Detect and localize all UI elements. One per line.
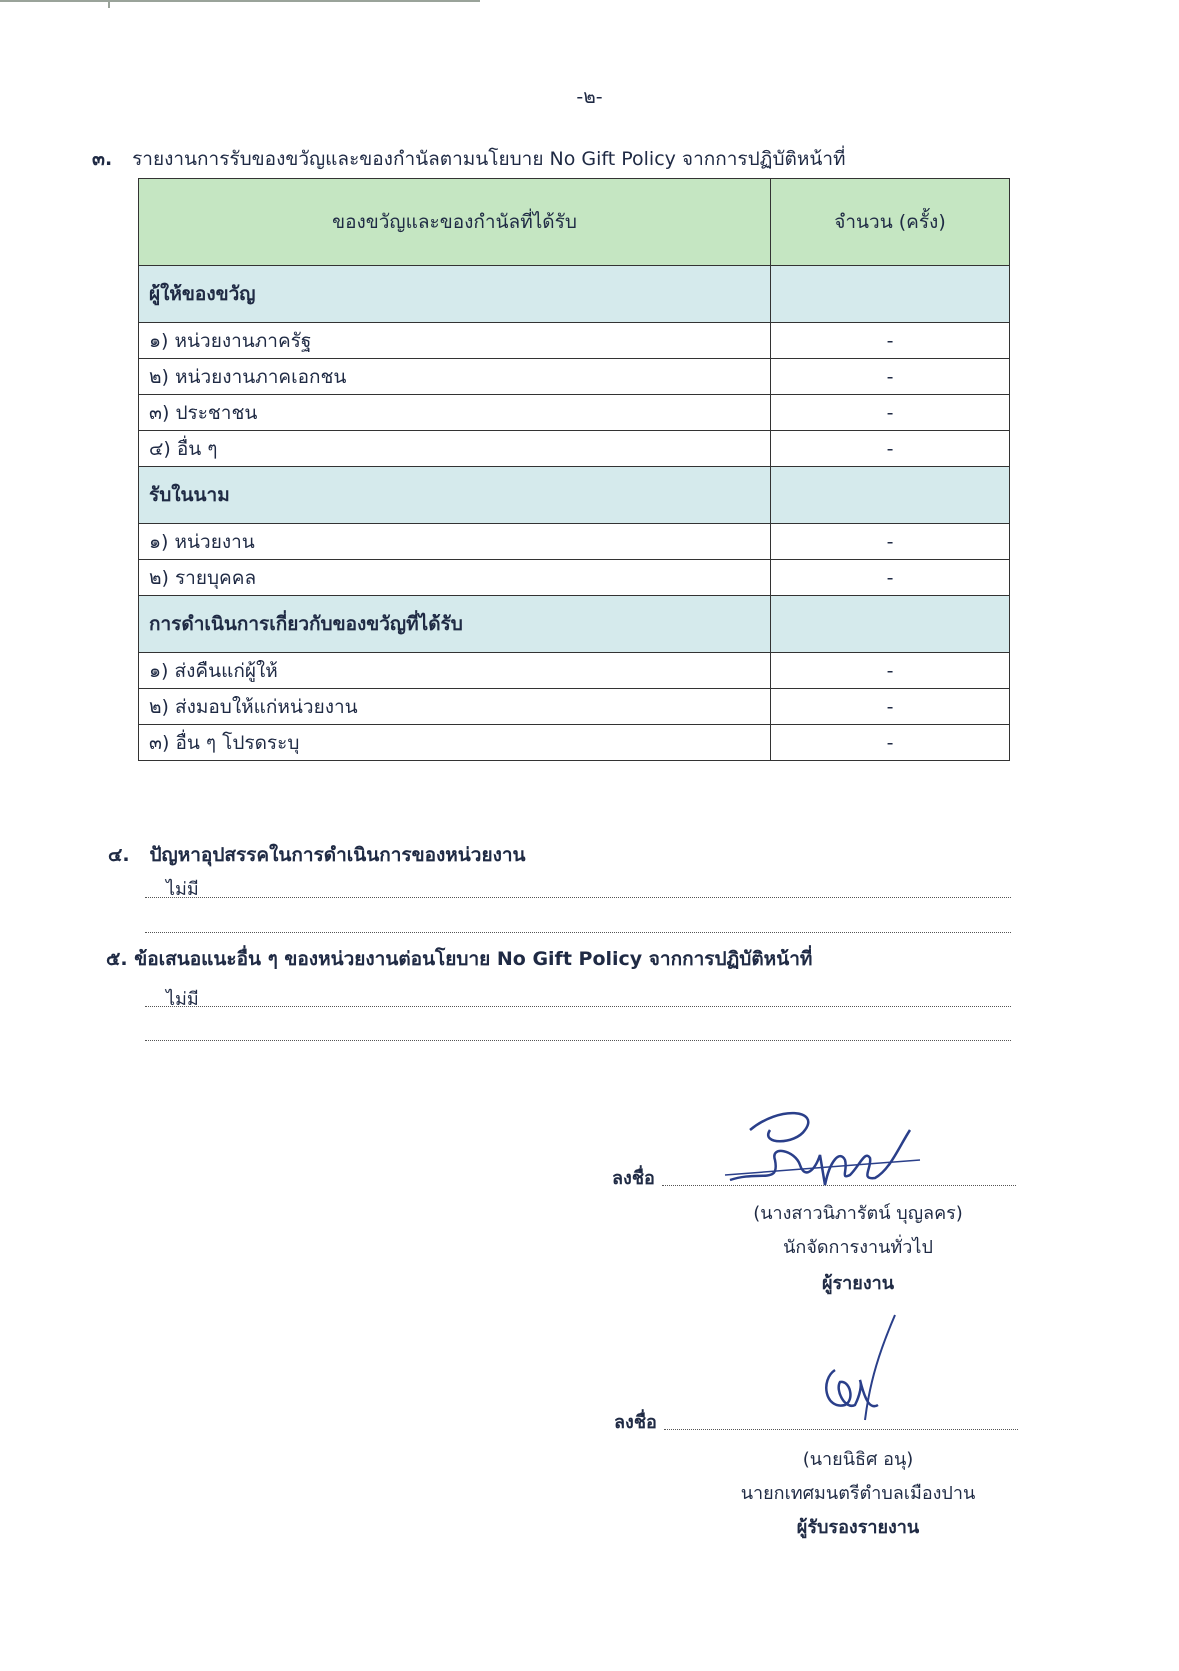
section3-title: รายงานการรับของขวัญและของกำนัลตามนโยบาย No Gift Policy จากการปฏิบัติหน้าที่	[132, 148, 846, 170]
signature1-label: ลงชื่อ	[612, 1168, 655, 1189]
row-label: ๓) อื่น ๆ โปรดระบุ	[139, 725, 771, 761]
table-row	[139, 689, 1010, 725]
row-count: -	[771, 725, 1010, 761]
row-label: ๑) ส่งคืนแก่ผู้ให้	[139, 653, 771, 689]
section4-dotted-line-2	[145, 932, 1011, 933]
section3-heading	[92, 144, 846, 174]
signature2-role: ผู้รับรองรายงาน	[796, 1517, 920, 1538]
table-row	[139, 560, 1010, 596]
section5-answer: ไม่มี	[166, 989, 199, 1010]
gift-report-table	[138, 178, 1010, 761]
page-number: -๒-	[576, 86, 603, 108]
header-item: ของขวัญและของกำนัลที่ได้รับ	[139, 179, 771, 266]
section3-number: ๓.	[92, 148, 113, 170]
group-count-empty	[771, 266, 1010, 323]
group-title: รับในนาม	[139, 467, 771, 524]
row-count: -	[771, 359, 1010, 395]
section5-dotted-line-2	[145, 1040, 1011, 1041]
table-row	[139, 725, 1010, 761]
section4-title: ปัญหาอุปสรรคในการดำเนินการของหน่วยงาน	[149, 844, 526, 866]
row-count: -	[771, 395, 1010, 431]
row-count: -	[771, 524, 1010, 560]
row-count: -	[771, 323, 1010, 359]
section4-heading	[108, 840, 526, 870]
section5-dotted-line-1	[145, 1006, 1011, 1007]
header-count: จำนวน (ครั้ง)	[771, 179, 1010, 266]
row-label: ๑) หน่วยงานภาครัฐ	[139, 323, 771, 359]
table-body	[139, 266, 1010, 761]
section4-dotted-line-1	[145, 897, 1011, 898]
group-count-empty	[771, 467, 1010, 524]
row-count: -	[771, 560, 1010, 596]
table-row	[139, 395, 1010, 431]
row-label: ๒) ส่งมอบให้แก่หน่วยงาน	[139, 689, 771, 725]
section5-number: ๕.	[106, 948, 128, 970]
section5-heading	[106, 944, 812, 974]
signature1-position: นักจัดการงานทั่วไป	[783, 1237, 933, 1258]
signature2-position: นายกเทศมนตรีตำบลเมืองปาน	[740, 1483, 976, 1504]
group-title: ผู้ให้ของขวัญ	[139, 266, 771, 323]
section4-answer: ไม่มี	[166, 879, 199, 900]
group-row	[139, 266, 1010, 323]
row-label: ๒) หน่วยงานภาคเอกชน	[139, 359, 771, 395]
row-count: -	[771, 431, 1010, 467]
row-label: ๒) รายบุคคล	[139, 560, 771, 596]
row-label: ๔) อื่น ๆ	[139, 431, 771, 467]
table-row	[139, 431, 1010, 467]
group-count-empty	[771, 596, 1010, 653]
group-title: การดำเนินการเกี่ยวกับของขวัญที่ได้รับ	[139, 596, 771, 653]
signature1-name: (นางสาวนิภารัตน์ บุญลคร)	[753, 1203, 963, 1224]
group-row	[139, 467, 1010, 524]
section5-title: ข้อเสนอแนะอื่น ๆ ของหน่วยงานต่อนโยบาย No Gift Policy จากการปฏิบัติหน้าที่	[134, 948, 813, 970]
table-row	[139, 359, 1010, 395]
table-row	[139, 653, 1010, 689]
group-row	[139, 596, 1010, 653]
signature2-label: ลงชื่อ	[614, 1412, 657, 1433]
signature1-image	[720, 1100, 940, 1190]
row-label: ๑) หน่วยงาน	[139, 524, 771, 560]
signature1-role: ผู้รายงาน	[821, 1273, 895, 1294]
top-border-line	[0, 0, 480, 2]
row-count: -	[771, 653, 1010, 689]
table-row	[139, 524, 1010, 560]
signature2-image	[800, 1310, 920, 1430]
table-header-row	[139, 179, 1010, 266]
table-row	[139, 323, 1010, 359]
section4-number: ๔.	[108, 844, 130, 866]
top-border-tick	[108, 0, 110, 8]
signature2-name: (นายนิธิศ อนุ)	[802, 1449, 914, 1470]
row-count: -	[771, 689, 1010, 725]
row-label: ๓) ประชาชน	[139, 395, 771, 431]
